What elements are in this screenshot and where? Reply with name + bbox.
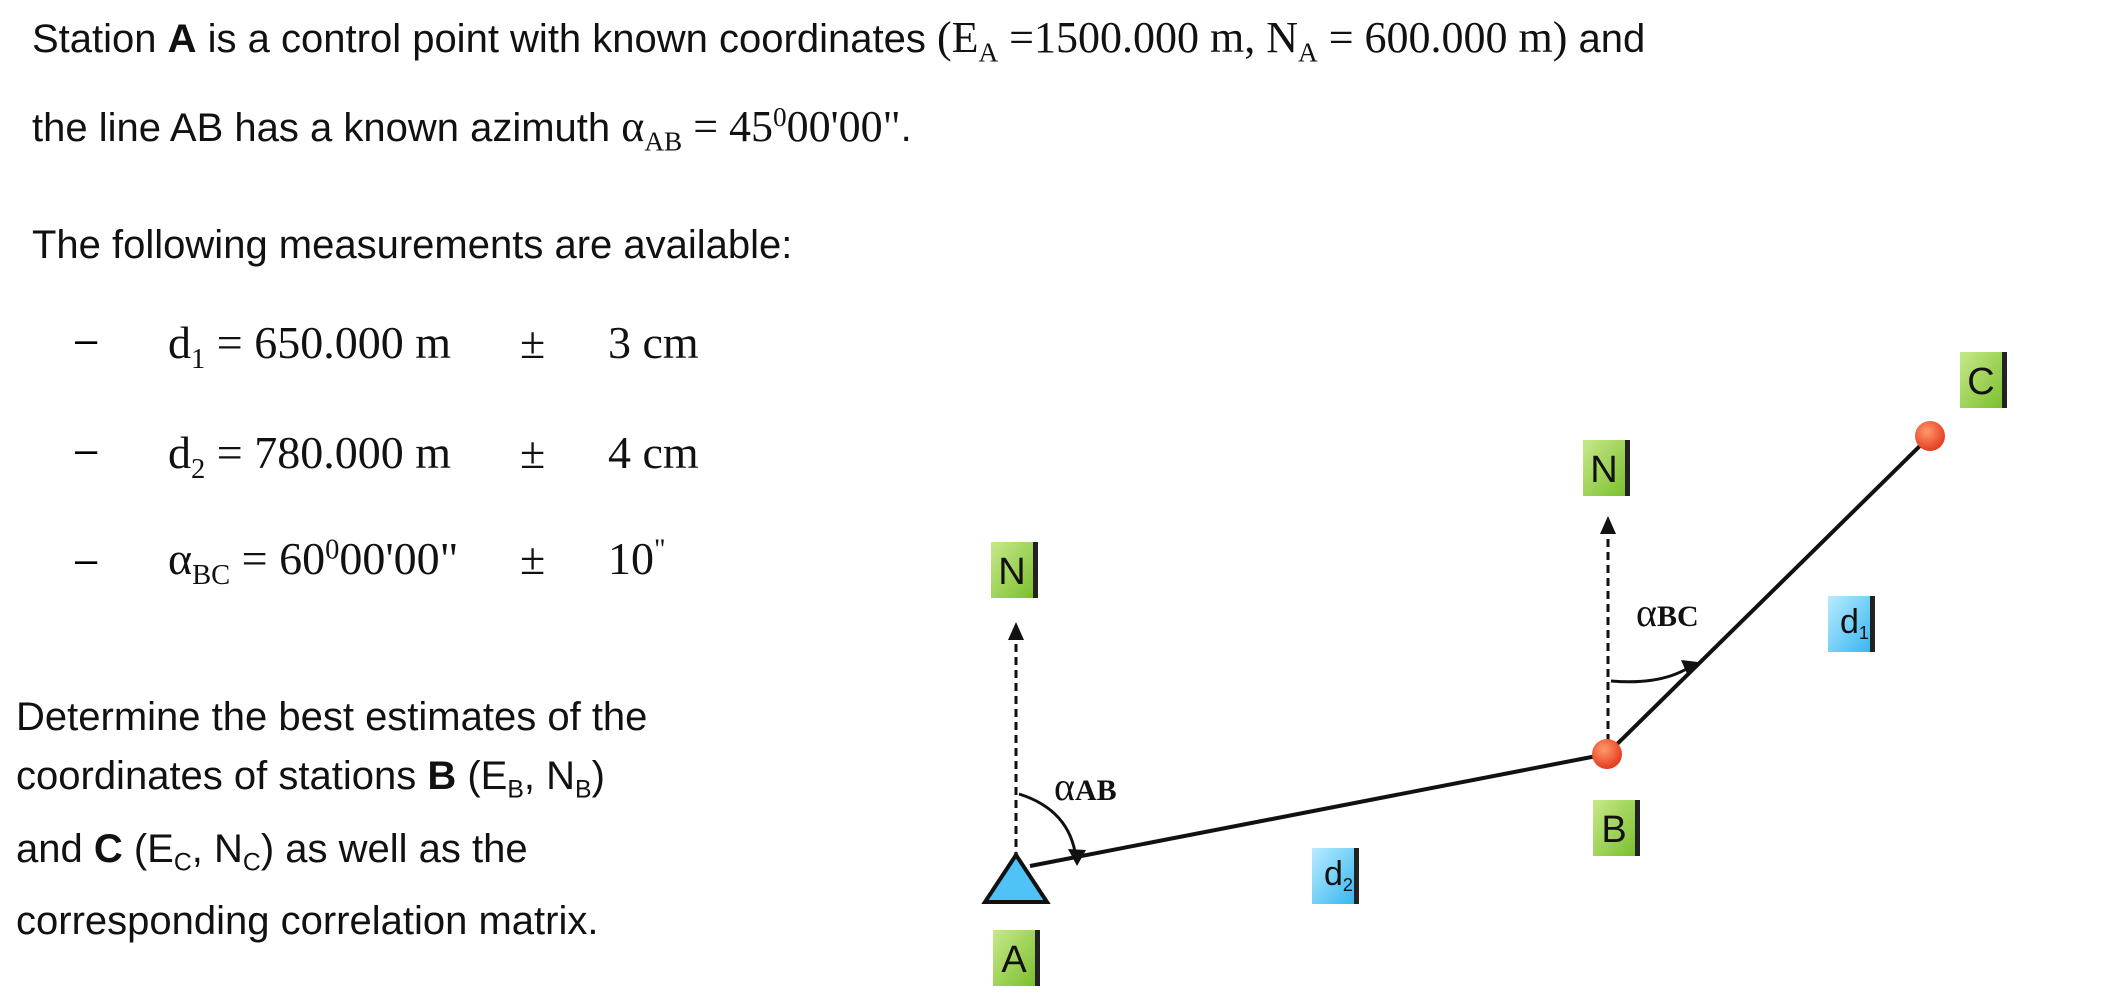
list-dash: – bbox=[75, 538, 98, 582]
plus-minus: ± bbox=[520, 317, 546, 368]
north-label-b: N bbox=[1590, 449, 1618, 491]
station-label-a: A bbox=[1001, 939, 1027, 981]
intro-text: the line AB has a known azimuth bbox=[32, 106, 622, 150]
label-box-north-a bbox=[991, 542, 1038, 598]
azimuth-label-bc: αBC bbox=[1636, 590, 1699, 635]
math-text: (E bbox=[936, 13, 979, 62]
north-arrow-b bbox=[1600, 516, 1616, 534]
list-dash: – bbox=[75, 428, 98, 472]
measurement-expression: $d_2 = 780.000$ m bbox=[168, 427, 451, 485]
label-box-d1 bbox=[1828, 596, 1875, 652]
math-text: =1500.000 m, N bbox=[998, 13, 1298, 62]
math-text: 00'00" bbox=[786, 102, 901, 151]
math-sup: 0 bbox=[773, 102, 787, 132]
station-a-triangle bbox=[985, 855, 1047, 902]
station-label-b: B bbox=[1601, 809, 1627, 851]
azimuth-label-ab: αAB bbox=[1054, 764, 1117, 809]
task-line: coordinates of stations B ($E_B$, $N_B$) bbox=[16, 754, 605, 804]
math-text: = 45 bbox=[682, 102, 774, 151]
label-box-b bbox=[1593, 800, 1640, 856]
measurements-title: The following measurements are available: bbox=[32, 223, 793, 267]
measurement-accuracy: 4 cm bbox=[608, 427, 699, 478]
task-line: Determine the best estimates of the bbox=[16, 695, 648, 739]
north-arrow-a bbox=[1008, 622, 1024, 640]
math-sub: A bbox=[978, 37, 999, 68]
station-a-bold: A bbox=[167, 17, 197, 61]
distance-label-d1: d1 bbox=[1840, 603, 1869, 643]
math-text: α bbox=[621, 102, 645, 151]
intro-text: and bbox=[1567, 17, 1646, 61]
intro-text: . bbox=[900, 106, 912, 150]
label-box-a bbox=[993, 930, 1040, 986]
measurement-expression: $\alpha_{BC} = 60^000'00$" bbox=[168, 533, 459, 591]
math-sub: AB bbox=[644, 126, 683, 157]
label-box-d2 bbox=[1312, 848, 1359, 904]
intro-text: Station bbox=[32, 17, 168, 61]
station-b-dot bbox=[1592, 739, 1622, 769]
task-line: and C ($E_C$, $N_C$) as well as the bbox=[16, 826, 528, 877]
station-label-c: C bbox=[1967, 361, 1995, 403]
label-box-north-b bbox=[1583, 440, 1630, 496]
north-label-a: N bbox=[998, 551, 1026, 593]
measurement-expression: $d_1 = 650.000$ m bbox=[168, 317, 451, 375]
math-text: = 600.000 m) bbox=[1317, 13, 1568, 62]
station-c-dot bbox=[1915, 421, 1945, 451]
plus-minus: ± bbox=[520, 533, 546, 584]
distance-label-d2: d2 bbox=[1324, 855, 1353, 895]
plus-minus: ± bbox=[520, 427, 546, 478]
intro-text: is a control point with known coordinates bbox=[196, 17, 937, 61]
list-dash: – bbox=[75, 318, 98, 362]
math-sub: A bbox=[1298, 37, 1318, 68]
azimuth-arc-bc bbox=[1611, 668, 1688, 682]
label-box-c bbox=[1960, 352, 2007, 408]
task-line: corresponding correlation matrix. bbox=[16, 899, 599, 944]
measurement-accuracy: 10" bbox=[608, 533, 666, 584]
measurement-accuracy: 3 cm bbox=[608, 317, 699, 368]
